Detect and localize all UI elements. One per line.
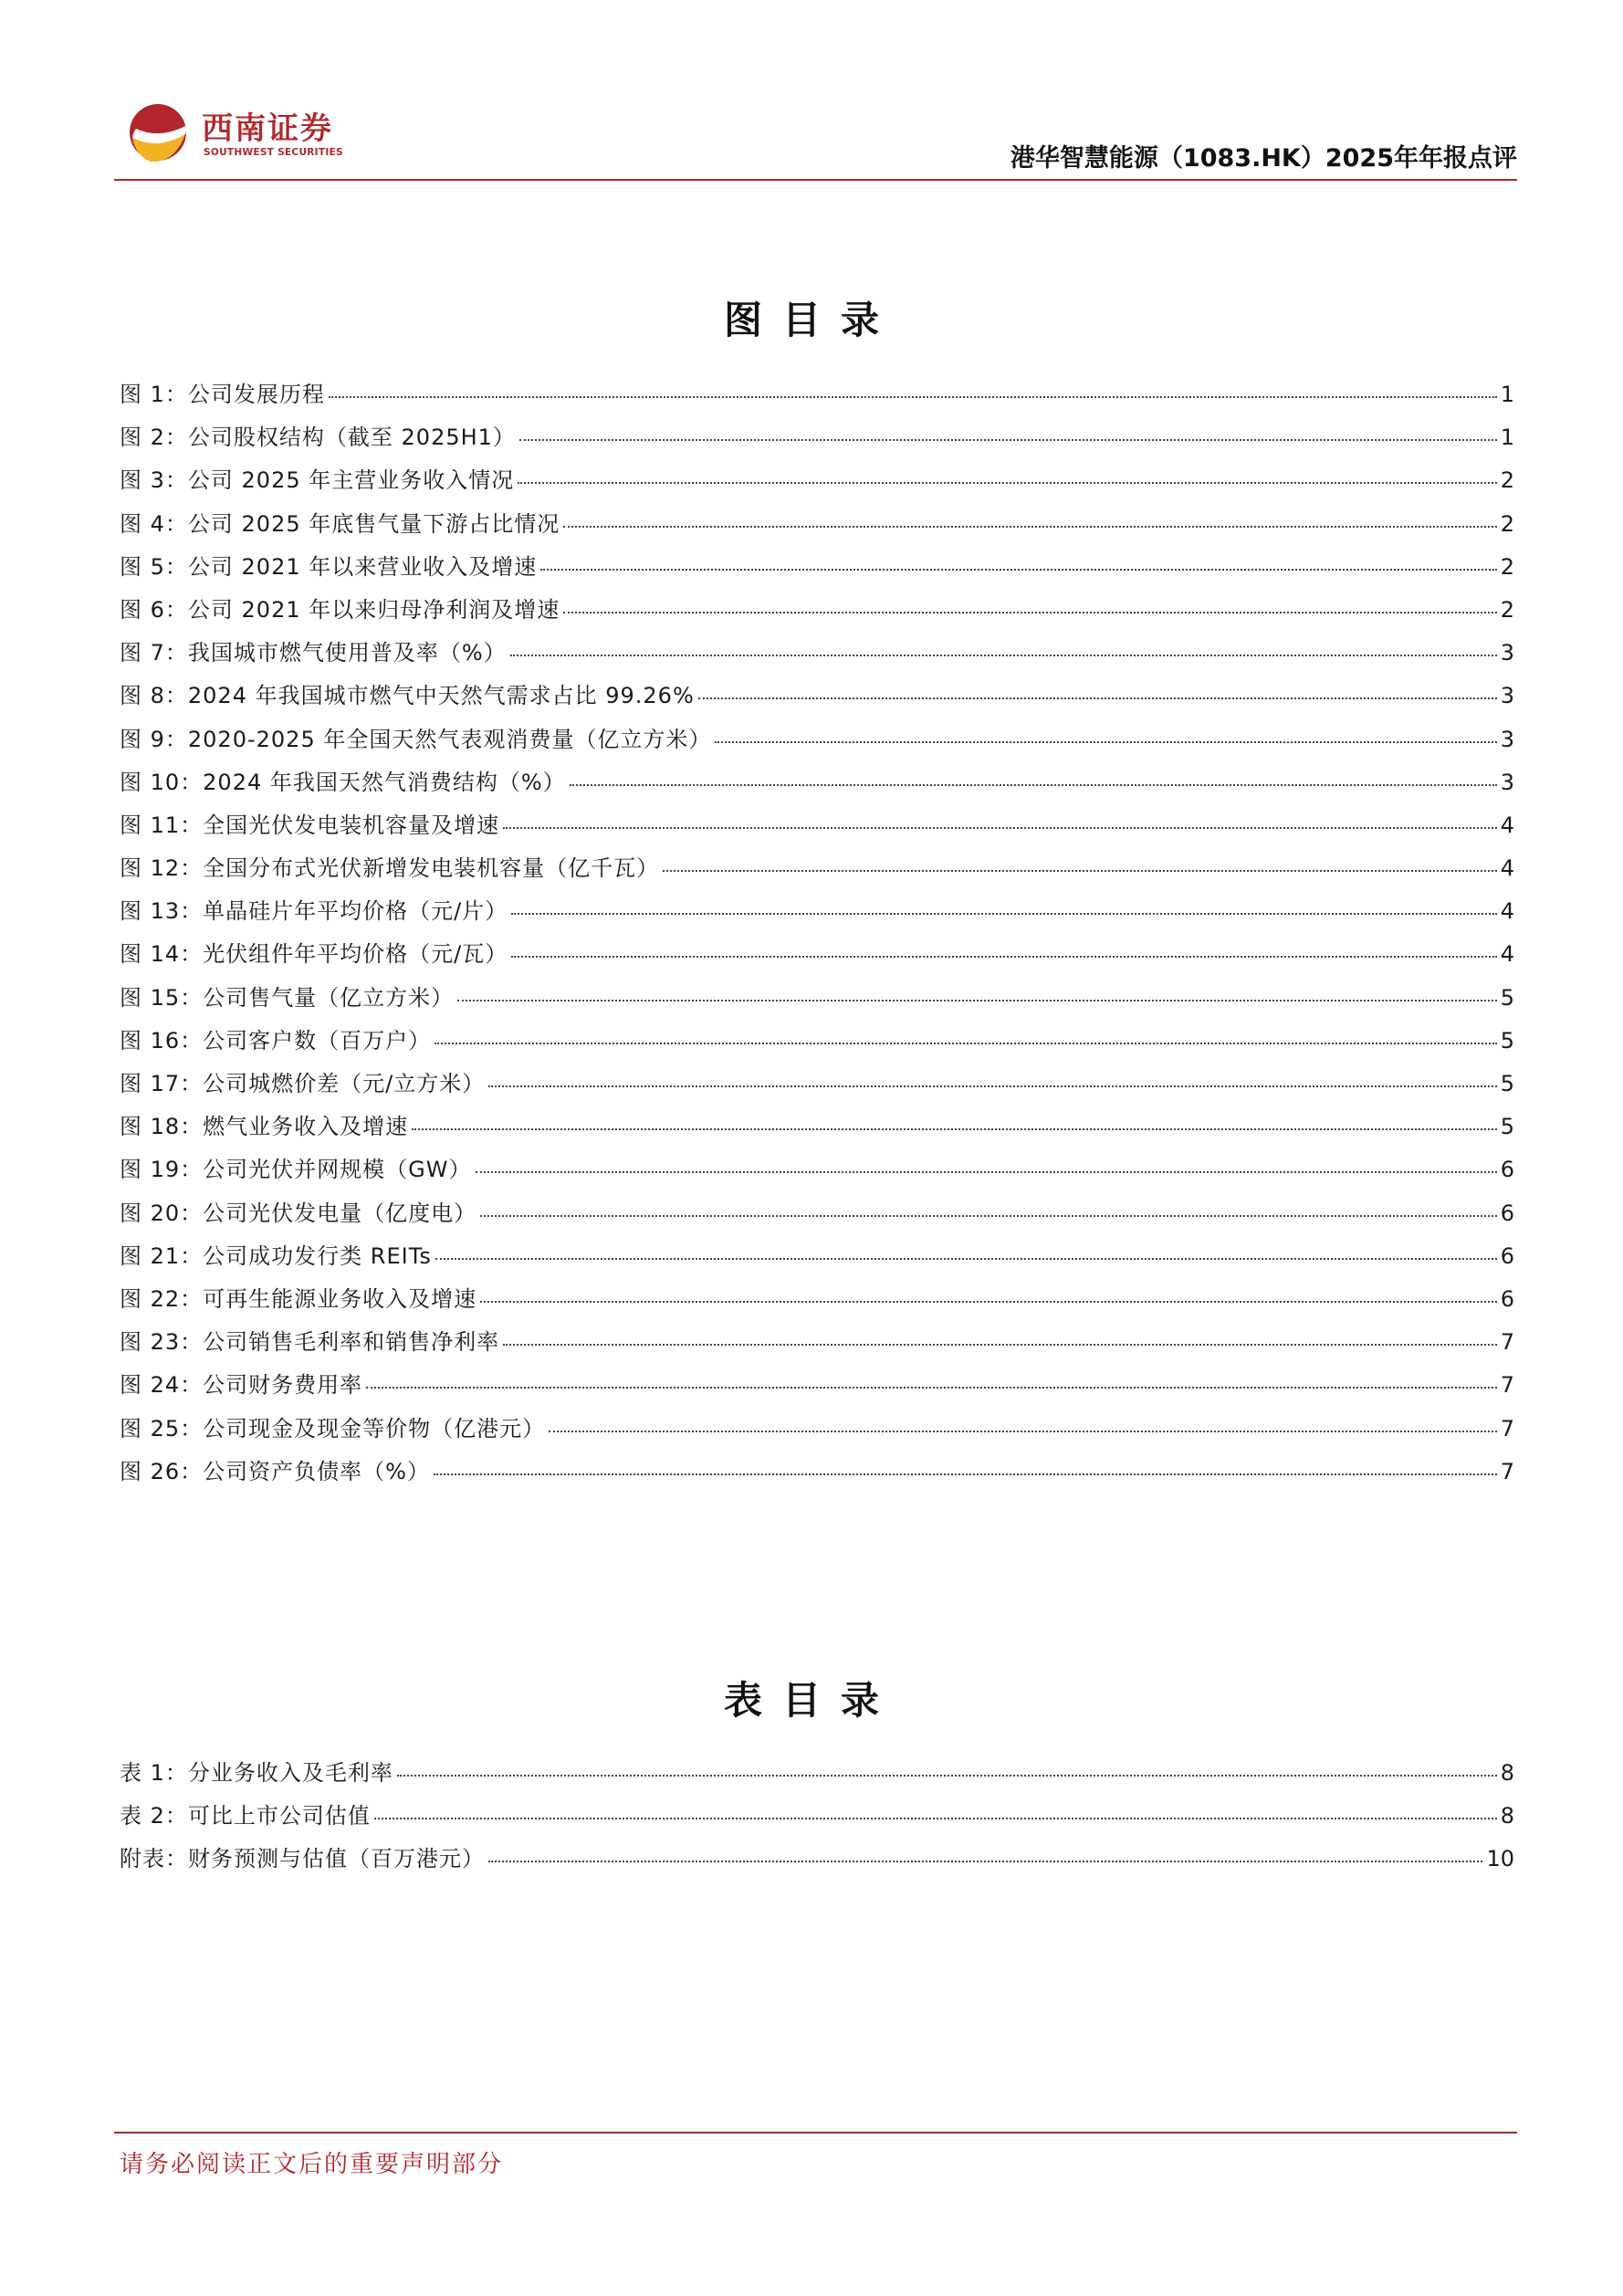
dot-leader — [563, 525, 1496, 528]
toc-entry-page[interactable]: 6 — [1500, 1200, 1514, 1226]
report-title: 港华智慧能源（1083.HK）2025年年报点评 — [1010, 144, 1517, 173]
tables-toc-title: 表目录 — [723, 1678, 899, 1723]
toc-entry[interactable] — [120, 1108, 1514, 1151]
toc-entry-page[interactable]: 6 — [1500, 1157, 1514, 1183]
toc-entry-page[interactable]: 6 — [1500, 1285, 1514, 1312]
toc-entry[interactable] — [120, 592, 1514, 634]
company-logo — [123, 98, 397, 171]
dot-leader — [435, 1042, 1497, 1044]
dot-leader — [510, 654, 1497, 656]
dot-leader — [503, 1343, 1497, 1346]
dot-leader — [476, 1170, 1497, 1173]
dot-leader — [511, 955, 1496, 958]
dot-leader — [698, 697, 1497, 699]
page-header — [114, 96, 1517, 183]
toc-entry[interactable] — [120, 1798, 1514, 1840]
toc-entry-page[interactable]: 3 — [1500, 726, 1514, 752]
dot-leader — [366, 1386, 1497, 1389]
toc-entry-page[interactable]: 4 — [1500, 898, 1514, 925]
figures-toc-list — [120, 376, 1514, 1496]
toc-entry[interactable] — [120, 462, 1514, 505]
dot-leader — [480, 1214, 1497, 1217]
dot-leader — [412, 1127, 1497, 1130]
dot-leader — [488, 1860, 1482, 1862]
toc-entry-label[interactable]: 图 25：公司现金及现金等价物（亿港元） — [120, 1415, 546, 1442]
toc-entry[interactable] — [120, 807, 1514, 850]
logo-chinese-name: 西南证券 — [202, 110, 333, 147]
toc-entry-label[interactable]: 图 23：公司销售毛利率和销售净利率 — [120, 1329, 500, 1356]
toc-entry[interactable] — [120, 980, 1514, 1022]
toc-entry-label[interactable]: 图 24：公司财务费用率 — [120, 1372, 363, 1399]
toc-entry[interactable] — [120, 850, 1514, 893]
toc-entry-label[interactable]: 附表：财务预测与估值（百万港元） — [120, 1846, 485, 1872]
toc-entry[interactable] — [120, 376, 1514, 419]
toc-entry[interactable] — [120, 893, 1514, 936]
toc-entry-label[interactable]: 图 26：公司资产负债率（%） — [120, 1458, 430, 1484]
toc-entry-page[interactable]: 4 — [1500, 812, 1514, 838]
footer-divider — [114, 2132, 1517, 2133]
toc-entry-page[interactable]: 2 — [1500, 596, 1514, 623]
toc-entry[interactable] — [120, 1151, 1514, 1194]
toc-entry-page[interactable]: 3 — [1500, 640, 1514, 666]
dot-leader — [540, 568, 1496, 571]
dot-leader — [715, 740, 1496, 743]
toc-entry-label[interactable]: 图 20：公司光伏发电量（亿度电） — [120, 1200, 477, 1226]
dot-leader — [519, 438, 1497, 441]
toc-entry-page[interactable]: 8 — [1500, 1803, 1514, 1829]
toc-entry-label[interactable]: 图 9：2020-2025 年全国天然气表观消费量（亿立方米） — [120, 726, 712, 752]
dot-leader — [480, 1300, 1497, 1303]
toc-entry-page[interactable]: 5 — [1500, 1027, 1514, 1054]
toc-entry-label[interactable]: 图 5：公司 2021 年以来营业收入及增速 — [120, 553, 538, 580]
dot-leader — [503, 826, 1497, 829]
dot-leader — [374, 1817, 1497, 1819]
footer-disclaimer: 请务必阅读正文后的重要声明部分 — [120, 2151, 504, 2178]
toc-entry-label[interactable]: 图 3：公司 2025 年主营业务收入情况 — [120, 467, 515, 494]
logo-emblem-icon — [123, 98, 196, 171]
toc-entry-page[interactable]: 7 — [1500, 1415, 1514, 1442]
toc-entry-label[interactable]: 图 10：2024 年我国天然气消费结构（%） — [120, 769, 566, 795]
toc-entry[interactable] — [120, 1238, 1514, 1281]
toc-entry-page[interactable]: 1 — [1500, 382, 1514, 407]
toc-entry-label[interactable]: 图 8：2024 年我国城市燃气中天然气需求占比 99.26% — [120, 683, 695, 709]
toc-entry-page[interactable]: 5 — [1500, 1071, 1514, 1096]
toc-entry[interactable] — [120, 506, 1514, 549]
toc-entry-page[interactable]: 7 — [1500, 1458, 1514, 1484]
dot-leader — [518, 481, 1496, 484]
toc-entry-label[interactable]: 图 16：公司客户数（百万户） — [120, 1027, 432, 1054]
dot-leader — [663, 869, 1497, 872]
dot-leader — [570, 783, 1497, 786]
toc-entry[interactable] — [120, 936, 1514, 979]
toc-entry[interactable] — [120, 1453, 1514, 1496]
toc-entry-label[interactable]: 图 21：公司成功发行类 REITs — [120, 1242, 432, 1269]
toc-entry-label[interactable]: 图 1：公司发展历程 — [120, 382, 325, 407]
toc-entry-page[interactable]: 2 — [1500, 553, 1514, 580]
toc-entry-page[interactable]: 4 — [1500, 941, 1514, 968]
dot-leader — [434, 1473, 1497, 1475]
toc-entry[interactable] — [120, 677, 1514, 720]
toc-entry-label[interactable]: 图 22：可再生能源业务收入及增速 — [120, 1285, 477, 1312]
header-divider — [114, 179, 1517, 181]
toc-entry[interactable] — [120, 1324, 1514, 1367]
toc-entry-page[interactable]: 4 — [1500, 855, 1514, 882]
toc-entry-page[interactable]: 2 — [1500, 510, 1514, 537]
toc-entry-page[interactable]: 5 — [1500, 1114, 1514, 1140]
toc-entry-label[interactable]: 图 19：公司光伏并网规模（GW） — [120, 1157, 472, 1183]
dot-leader — [488, 1085, 1496, 1087]
toc-entry[interactable] — [120, 1410, 1514, 1453]
toc-entry[interactable] — [120, 1281, 1514, 1324]
toc-entry-label[interactable]: 图 6：公司 2021 年以来归母净利润及增速 — [120, 596, 560, 623]
toc-entry-page[interactable]: 1 — [1500, 425, 1514, 451]
toc-entry[interactable] — [120, 1065, 1514, 1108]
toc-entry-page[interactable]: 7 — [1500, 1329, 1514, 1356]
toc-entry-label[interactable]: 图 18：燃气业务收入及增速 — [120, 1114, 409, 1140]
toc-entry[interactable] — [120, 1195, 1514, 1238]
toc-entry[interactable] — [120, 1367, 1514, 1410]
toc-entry-label[interactable]: 图 4：公司 2025 年底售气量下游占比情况 — [120, 510, 560, 537]
toc-entry-label[interactable]: 图 15：公司售气量（亿立方米） — [120, 984, 455, 1011]
toc-entry-label[interactable]: 表 1：分业务收入及毛利率 — [120, 1760, 393, 1786]
toc-entry-label[interactable]: 图 12：全国分布式光伏新增发电装机容量（亿千瓦） — [120, 855, 660, 882]
toc-entry[interactable] — [120, 1840, 1514, 1883]
dot-leader — [511, 912, 1496, 915]
toc-entry[interactable] — [120, 721, 1514, 764]
toc-entry-page[interactable]: 6 — [1500, 1242, 1514, 1269]
toc-entry-page[interactable]: 2 — [1500, 467, 1514, 494]
dot-leader — [457, 999, 1497, 1001]
toc-entry-label[interactable]: 图 14：光伏组件年平均价格（元/瓦） — [120, 941, 508, 968]
toc-entry-page[interactable]: 3 — [1500, 769, 1514, 795]
toc-entry-page[interactable]: 10 — [1486, 1846, 1514, 1872]
toc-entry-page[interactable]: 3 — [1500, 683, 1514, 709]
toc-entry-label[interactable]: 表 2：可比上市公司估值 — [120, 1803, 371, 1829]
toc-entry[interactable] — [120, 1755, 1514, 1798]
dot-leader — [329, 395, 1497, 398]
toc-entry[interactable] — [120, 634, 1514, 677]
figures-toc-title: 图目录 — [723, 298, 899, 342]
tables-toc-list — [120, 1755, 1514, 1884]
toc-entry-page[interactable]: 7 — [1500, 1372, 1514, 1399]
toc-entry-page[interactable]: 8 — [1500, 1760, 1514, 1786]
toc-entry[interactable] — [120, 764, 1514, 807]
toc-entry-label[interactable]: 图 13：单晶硅片年平均价格（元/片） — [120, 898, 508, 925]
toc-entry[interactable] — [120, 1022, 1514, 1065]
logo-english-name: SOUTHWEST SECURITIES — [204, 147, 343, 158]
toc-entry-label[interactable]: 图 17：公司城燃价差（元/立方米） — [120, 1071, 486, 1096]
dot-leader — [397, 1774, 1497, 1777]
toc-entry-label[interactable]: 图 11：全国光伏发电装机容量及增速 — [120, 812, 500, 838]
toc-entry[interactable] — [120, 549, 1514, 592]
dot-leader — [563, 611, 1496, 613]
toc-entry-page[interactable]: 5 — [1500, 984, 1514, 1011]
toc-entry-label[interactable]: 图 7：我国城市燃气使用普及率（%） — [120, 640, 507, 666]
dot-leader — [549, 1430, 1497, 1432]
toc-entry-label[interactable]: 图 2：公司股权结构（截至 2025H1） — [120, 425, 516, 451]
dot-leader — [435, 1257, 1497, 1260]
toc-entry[interactable] — [120, 419, 1514, 462]
